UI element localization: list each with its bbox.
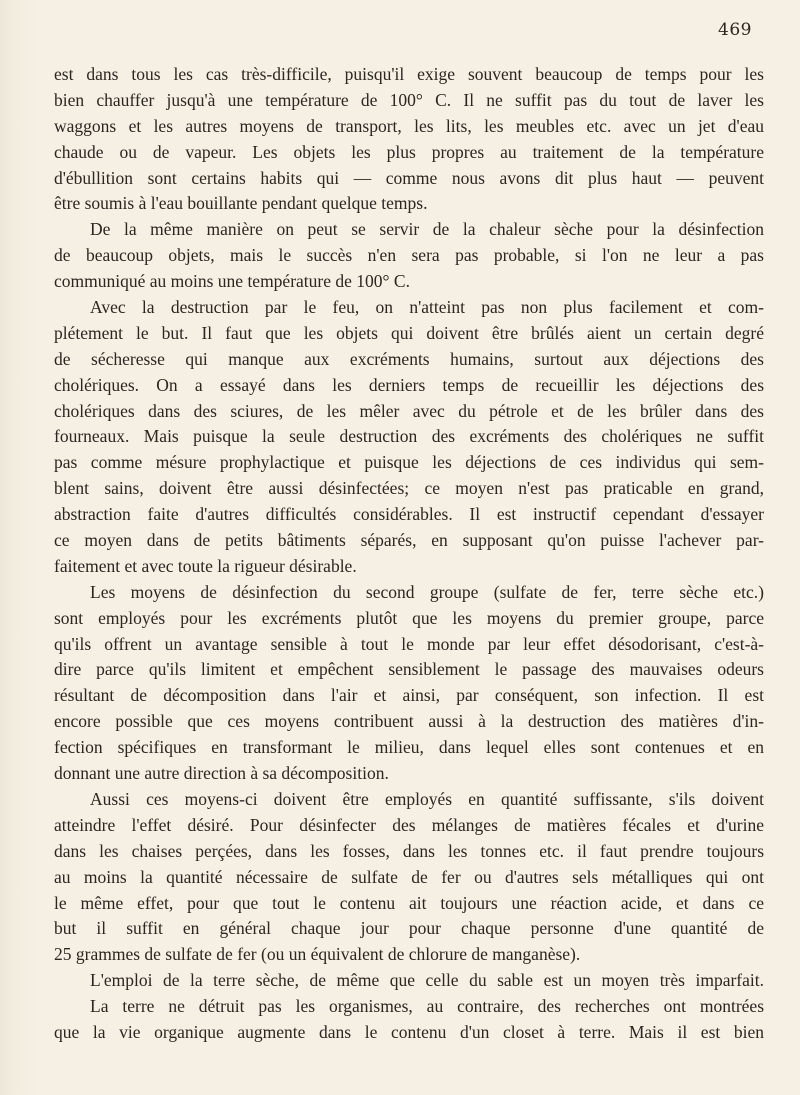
text-line: cholériques dans des sciures, de les mêler avec du pétrole et de les brûler dans des xyxy=(54,400,764,421)
text-line: dire parce qu'ils limitent et empêchent sensiblement le passage des mauvaises odeurs xyxy=(54,659,764,680)
text-line: communiqué au moins une température de 100° C. xyxy=(54,271,410,292)
text-line: chaude ou de vapeur. Les objets les plus propres au traitement de la température xyxy=(54,141,764,162)
text-line: Les moyens de désinfection du second groupe (sulfate de fer, terre sèche etc.) xyxy=(90,581,764,602)
text-line: faitement et avec toute la rigueur désirable. xyxy=(54,555,357,576)
text-line: sont employés pour les excréments plutôt que les moyens du premier groupe, parce xyxy=(54,607,764,628)
text-line: abstraction faite d'autres difficultés considérables. Il est instructif cependant d'essayer xyxy=(54,504,764,525)
text-line: le même effet, pour que tout le contenu ait toujours une réaction acide, et dans ce xyxy=(54,892,764,913)
text-line: est dans tous les cas très-difficile, puisqu'il exige souvent beaucoup de temps pour les xyxy=(54,64,764,84)
text-line: donnant une autre direction à sa décomposition. xyxy=(54,763,389,784)
text-line: encore possible que ces moyens contribuent aussi à la destruction des matières d'in- xyxy=(54,711,764,732)
text-line: L'emploi de la terre sèche, de même que celle du sable est un moyen très imparfait. xyxy=(90,970,764,991)
text-line: que la vie organique augmente dans le contenu d'un closet à terre. Mais il est bien xyxy=(54,1021,764,1042)
text-line: cholériques. On a essayé dans les derniers temps de recueillir les déjections des xyxy=(54,374,764,395)
page-number: 469 xyxy=(718,20,752,40)
text-line: Aussi ces moyens-ci doivent être employés en quantité suffissante, s'ils doivent xyxy=(90,788,764,809)
text-line: bien chauffer jusqu'à une température de 100° C. Il ne suffit pas du tout de laver les xyxy=(54,89,764,110)
text-line: fection spécifiques en transformant le milieu, dans lequel elles sont contenues et en xyxy=(54,737,764,758)
text-line: dans les chaises perçées, dans les fosses, dans les tonnes etc. il faut prendre toujours xyxy=(54,840,764,861)
text-line: pas comme mésure prophylactique et puisque les déjections de ces individus qui sem- xyxy=(54,452,764,473)
text-line: résultant de décomposition dans l'air et ainsi, par conséquent, son infection. Il est xyxy=(54,685,764,706)
text-line: blent sains, doivent être aussi désinfectées; ce moyen n'est pas praticable en grand, xyxy=(54,478,764,499)
text-line: 25 grammes de sulfate de fer (ou un équivalent de chlorure de manganèse). xyxy=(54,944,581,965)
text-line: de sécheresse qui manque aux excréments humains, surtout aux déjections des xyxy=(54,348,764,369)
text-line: de beaucoup objets, mais le succès n'en sera pas probable, si l'on ne leur a pas xyxy=(54,245,764,266)
text-line: ce moyen dans de petits bâtiments séparés, en supposant qu'on puisse l'achever par- xyxy=(54,530,764,551)
text-line: qu'ils offrent un avantage sensible à tout le monde par leur effet désodorisant, c'est-à- xyxy=(54,633,764,654)
text-line: au moins la quantité nécessaire de sulfate de fer ou d'autres sels métalliques qui ont xyxy=(54,866,764,887)
body-text xyxy=(54,62,764,1046)
text-line: fourneaux. Mais puisque la seule destruction des excréments des cholériques ne suffit xyxy=(54,426,764,447)
text-line: waggons et les autres moyens de transport, les lits, les meubles etc. avec un jet d'eau xyxy=(54,115,764,136)
text-line: De la même manière on peut se servir de la chaleur sèche pour la désinfection xyxy=(90,219,764,240)
text-line: Avec la destruction par le feu, on n'atteint pas non plus facilement et com- xyxy=(90,297,764,318)
text-line: but il suffit en général chaque jour pour chaque personne d'une quantité de xyxy=(54,918,764,939)
text-line: être soumis à l'eau bouillante pendant quelque temps. xyxy=(54,193,428,214)
text-line: plétement le but. Il faut que les objets qui doivent être brûlés aient un certain degré xyxy=(54,322,764,343)
text-line: d'ébullition sont certains habits qui — comme nous avons dit plus haut — peuvent xyxy=(54,167,764,188)
text-line: atteindre l'effet désiré. Pour désinfecter des mélanges de matières fécales et d'urine xyxy=(54,814,764,835)
text-line: La terre ne détruit pas les organismes, au contraire, des recherches ont montrées xyxy=(90,996,764,1017)
